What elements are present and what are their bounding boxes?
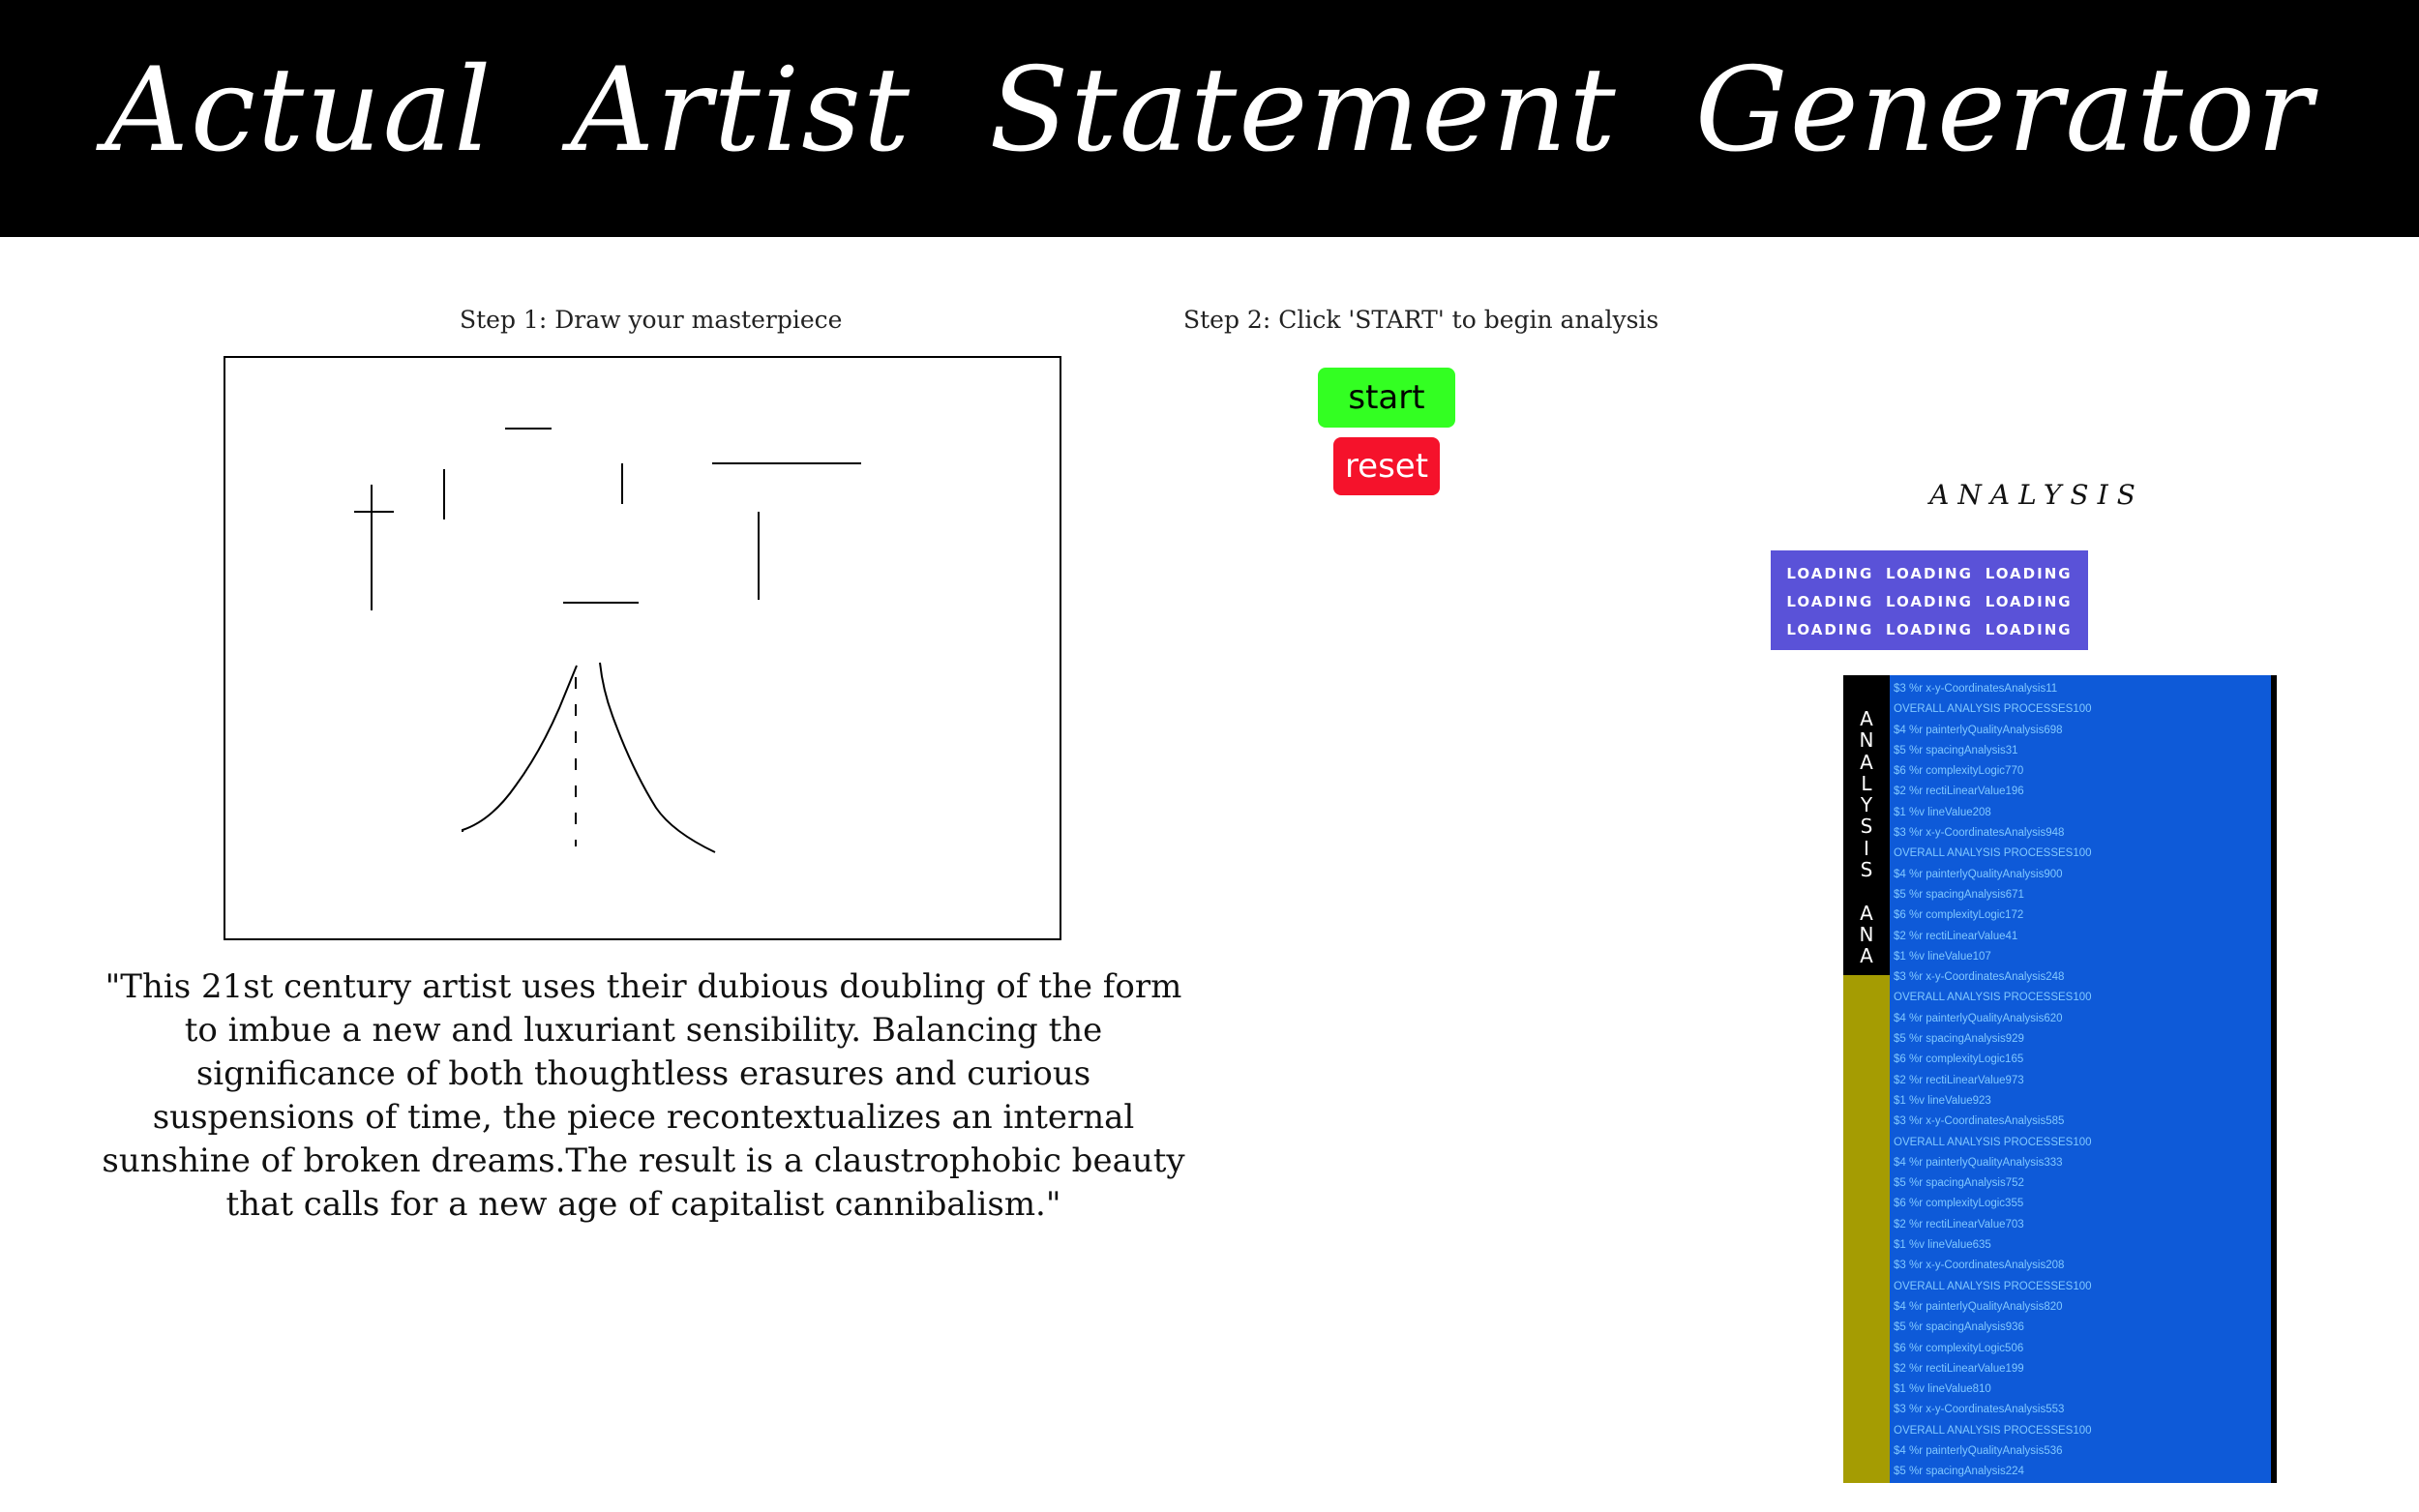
loading-text: LOADING [1886, 621, 1973, 638]
log-line: $1 %v lineValue635 [1894, 1239, 1991, 1252]
vertical-analysis-label [1843, 708, 1890, 967]
log-line: OVERALL ANALYSIS PROCESSES100 [1894, 992, 2092, 1004]
analysis-log-panel[interactable] [1843, 675, 2277, 1483]
scrollbar[interactable] [2271, 675, 2277, 1483]
log-line: $5 %r spacingAnalysis224 [1894, 1466, 2024, 1478]
log-line: $3 %r x-y-CoordinatesAnalysis553 [1894, 1404, 2065, 1416]
log-line: $6 %r complexityLogic770 [1894, 765, 2024, 778]
side-label-letter: N [1859, 922, 1874, 946]
log-line: OVERALL ANALYSIS PROCESSES100 [1894, 1136, 2092, 1148]
side-label-letter: S [1860, 815, 1873, 839]
log-line: $6 %r complexityLogic165 [1894, 1053, 2024, 1066]
log-line: $6 %r complexityLogic355 [1894, 1198, 2024, 1210]
log-line: $2 %r rectiLinearValue199 [1894, 1362, 2024, 1375]
side-label-letter: A [1860, 750, 1873, 774]
side-label-letter: L [1861, 771, 1872, 795]
loading-text: LOADING [1786, 593, 1874, 610]
log-line: $3 %r x-y-CoordinatesAnalysis11 [1894, 683, 2058, 695]
log-line: $3 %r x-y-CoordinatesAnalysis585 [1894, 1115, 2065, 1128]
loading-box [1771, 550, 2088, 650]
side-bar-olive [1843, 975, 1890, 1483]
loading-text: LOADING [1786, 565, 1874, 582]
log-line: $1 %v lineValue107 [1894, 950, 1991, 963]
log-line: $3 %r x-y-CoordinatesAnalysis248 [1894, 971, 2065, 984]
log-line: $4 %r painterlyQualityAnalysis820 [1894, 1300, 2063, 1313]
stroke [463, 666, 577, 832]
log-line: $4 %r painterlyQualityAnalysis333 [1894, 1156, 2063, 1169]
loading-row [1771, 560, 2088, 588]
step1-label: Step 1: Draw your masterpiece [460, 306, 843, 334]
drawing-strokes [225, 358, 1060, 938]
side-label-letter: A [1860, 707, 1873, 730]
loading-text: LOADING [1985, 593, 2073, 610]
loading-text: LOADING [1886, 565, 1973, 582]
log-line: $5 %r spacingAnalysis929 [1894, 1033, 2024, 1046]
log-line: $2 %r rectiLinearValue973 [1894, 1074, 2024, 1086]
site-title: Actual Artist Statement Generator [105, 44, 2314, 178]
side-label-letter: I [1864, 836, 1869, 860]
log-line: $5 %r spacingAnalysis752 [1894, 1177, 2024, 1190]
log-line: $3 %r x-y-CoordinatesAnalysis208 [1894, 1260, 2065, 1272]
log-line: $4 %r painterlyQualityAnalysis698 [1894, 724, 2063, 736]
reset-button[interactable]: reset [1333, 437, 1440, 495]
log-line: $5 %r spacingAnalysis31 [1894, 744, 2018, 756]
side-label-letter [1843, 880, 1890, 902]
log-line: $4 %r painterlyQualityAnalysis620 [1894, 1012, 2063, 1024]
loading-text: LOADING [1985, 621, 2073, 638]
log-line: $2 %r rectiLinearValue196 [1894, 786, 2024, 798]
log-line: OVERALL ANALYSIS PROCESSES100 [1894, 1424, 2092, 1437]
log-line: $2 %r rectiLinearValue41 [1894, 930, 2018, 942]
step2-label: Step 2: Click 'START' to begin analysis [1183, 306, 1659, 334]
loading-row [1771, 616, 2088, 644]
loading-row [1771, 588, 2088, 616]
log-line: $1 %v lineValue810 [1894, 1383, 1991, 1396]
log-line: $1 %v lineValue208 [1894, 806, 1991, 818]
loading-text: LOADING [1886, 593, 1973, 610]
loading-text: LOADING [1985, 565, 2073, 582]
log-line: $1 %v lineValue923 [1894, 1094, 1991, 1107]
log-line: $5 %r spacingAnalysis671 [1894, 888, 2024, 901]
stroke [600, 663, 715, 852]
side-label-letter: A [1860, 944, 1873, 968]
drawing-canvas[interactable] [224, 356, 1061, 940]
analysis-log [1894, 679, 2261, 1483]
header-bar [0, 0, 2419, 237]
side-label-letter: A [1860, 901, 1873, 925]
log-line: $6 %r complexityLogic172 [1894, 909, 2024, 922]
side-label-letter: Y [1860, 793, 1873, 817]
log-line: OVERALL ANALYSIS PROCESSES100 [1894, 703, 2092, 716]
artist-statement: "This 21st century artist uses their dubious doubling of the form to imbue a new and luxuriant sensibility. Balancing the significance of both thoughtless erasures and curious suspensions of time, the piece recontextualizes an internal sunshine of broken dreams.The result is a claustrophobic beauty that calls for a new age of capitalist cannibalism." [102, 967, 1185, 1224]
log-line: $2 %r rectiLinearValue703 [1894, 1218, 2024, 1230]
log-line: $3 %r x-y-CoordinatesAnalysis948 [1894, 827, 2065, 840]
side-label-letter: N [1859, 728, 1874, 753]
log-line: $4 %r painterlyQualityAnalysis900 [1894, 868, 2063, 880]
side-label-letter: S [1860, 858, 1873, 882]
log-line: OVERALL ANALYSIS PROCESSES100 [1894, 1280, 2092, 1292]
loading-text: LOADING [1786, 621, 1874, 638]
log-line: $6 %r complexityLogic506 [1894, 1342, 2024, 1354]
log-line: $5 %r spacingAnalysis936 [1894, 1321, 2024, 1334]
log-line: OVERALL ANALYSIS PROCESSES100 [1894, 847, 2092, 860]
analysis-title: ANALYSIS [1929, 479, 2144, 511]
log-line: $4 %r painterlyQualityAnalysis536 [1894, 1444, 2063, 1457]
start-button[interactable]: start [1318, 368, 1455, 428]
